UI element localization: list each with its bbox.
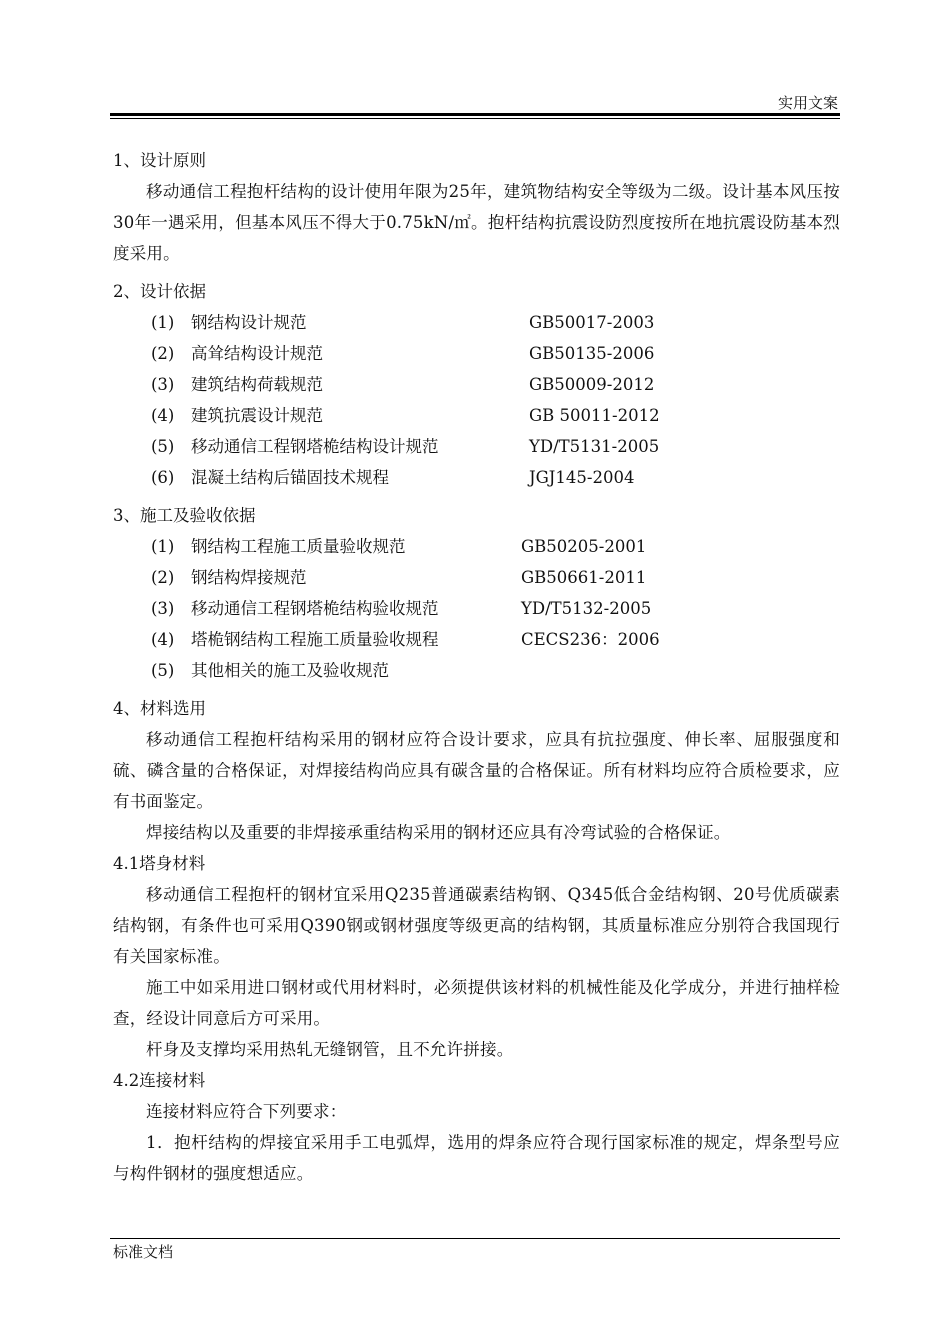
list-item-text: 高耸结构设计规范 [191,344,323,363]
section-4-1-paragraph-3: 杆身及支撑均采用热轧无缝钢管，且不允许拼接。 [146,1040,514,1059]
list-item-text: 移动通信工程钢塔桅结构验收规范 [191,599,439,618]
section-4-paragraph-2: 焊接结构以及重要的非焊接承重结构采用的钢材还应具有冷弯试验的合格保证。 [146,823,731,842]
header-rule-thick [110,113,840,116]
acceptance-basis-list [113,531,840,686]
list-item-text: 钢结构设计规范 [191,313,307,332]
list-item-text: 混凝土结构后锚固技术规程 [191,468,389,487]
list-item-text: 移动通信工程钢塔桅结构设计规范 [191,437,439,456]
list-item-number: (5) [151,437,175,456]
section-4-1-paragraph-2: 施工中如采用进口钢材或代用材料时，必须提供该材料的机械性能及化学成分，并进行抽样检查，经设计同意后方可采用。 [113,978,840,1028]
section-4-2-paragraph-1: 连接材料应符合下列要求： [146,1102,347,1121]
list-item-code: YD/T5132-2005 [521,599,652,618]
list-item [113,531,840,562]
list-item-code: YD/T5131-2005 [529,437,660,456]
list-item-number: (5) [151,661,175,680]
list-item [113,369,840,400]
list-item-code: CECS236：2006 [521,630,660,649]
list-item [113,655,840,686]
page-footer-text: 标准文档 [113,1243,174,1261]
list-item-number: (4) [151,630,175,649]
list-item-number: (1) [151,537,175,556]
header-rule-thin [110,118,840,119]
section-2-title: 2、设计依据 [113,282,206,301]
list-item [113,624,840,655]
list-item-text: 钢结构焊接规范 [191,568,307,587]
list-item-number: (1) [151,313,175,332]
list-item [113,562,840,593]
section-1-title: 1、设计原则 [113,151,206,170]
section-3-title: 3、施工及验收依据 [113,506,256,525]
section-4-title: 4、材料选用 [113,699,206,718]
list-item-code: JGJ145-2004 [529,468,635,487]
section-4-1-paragraph-1: 移动通信工程抱杆的钢材宜采用Q235普通碳素结构钢、Q345低合金结构钢、20号优质碳素结构钢，有条件也可采用Q390钢或钢材强度等级更高的结构钢，其质量标准应分别符合我国现行有关国家标准。 [113,885,840,966]
list-item-number: (2) [151,568,175,587]
list-item [113,338,840,369]
list-item-number: (3) [151,375,175,394]
design-basis-list [113,307,840,493]
document-body [113,145,840,1189]
list-item-code: GB50661-2011 [521,568,647,587]
list-item-code: GB50135-2006 [529,344,655,363]
list-item-text: 建筑结构荷载规范 [191,375,323,394]
list-item [113,593,840,624]
list-item-number: (4) [151,406,175,425]
list-item-code: GB50017-2003 [529,313,655,332]
list-item [113,462,840,493]
footer-rule [110,1238,840,1239]
section-4-2-paragraph-2: 1．抱杆结构的焊接宜采用手工电弧焊，选用的焊条应符合现行国家标准的规定，焊条型号应与构件钢材的强度想适应。 [113,1133,840,1183]
list-item-text: 建筑抗震设计规范 [191,406,323,425]
list-item-text: 钢结构工程施工质量验收规范 [191,537,406,556]
list-item-number: (6) [151,468,175,487]
list-item-number: (3) [151,599,175,618]
section-4-paragraph-1: 移动通信工程抱杆结构采用的钢材应符合设计要求，应具有抗拉强度、伸长率、屈服强度和硫、磷含量的合格保证，对焊接结构尚应具有碳含量的合格保证。所有材料均应符合质检要求，应有书面鉴定。 [113,730,840,811]
list-item-text: 其他相关的施工及验收规范 [191,661,389,680]
list-item-number: (2) [151,344,175,363]
page-header-text: 实用文案 [777,94,838,112]
section-4-2-title: 4.2连接材料 [113,1071,206,1090]
section-1-paragraph: 移动通信工程抱杆结构的设计使用年限为25年，建筑物结构安全等级为二级。设计基本风压按30年一遇采用，但基本风压不得大于0.75kN/㎡。抱杆结构抗震设防烈度按所在地抗震设防基本烈度采用。 [113,182,840,263]
list-item [113,400,840,431]
list-item-code: GB50205-2001 [521,537,647,556]
list-item-code: GB50009-2012 [529,375,655,394]
section-4-1-title: 4.1塔身材料 [113,854,206,873]
list-item [113,431,840,462]
list-item-code: GB 50011-2012 [529,406,660,425]
list-item-text: 塔桅钢结构工程施工质量验收规程 [191,630,439,649]
list-item [113,307,840,338]
